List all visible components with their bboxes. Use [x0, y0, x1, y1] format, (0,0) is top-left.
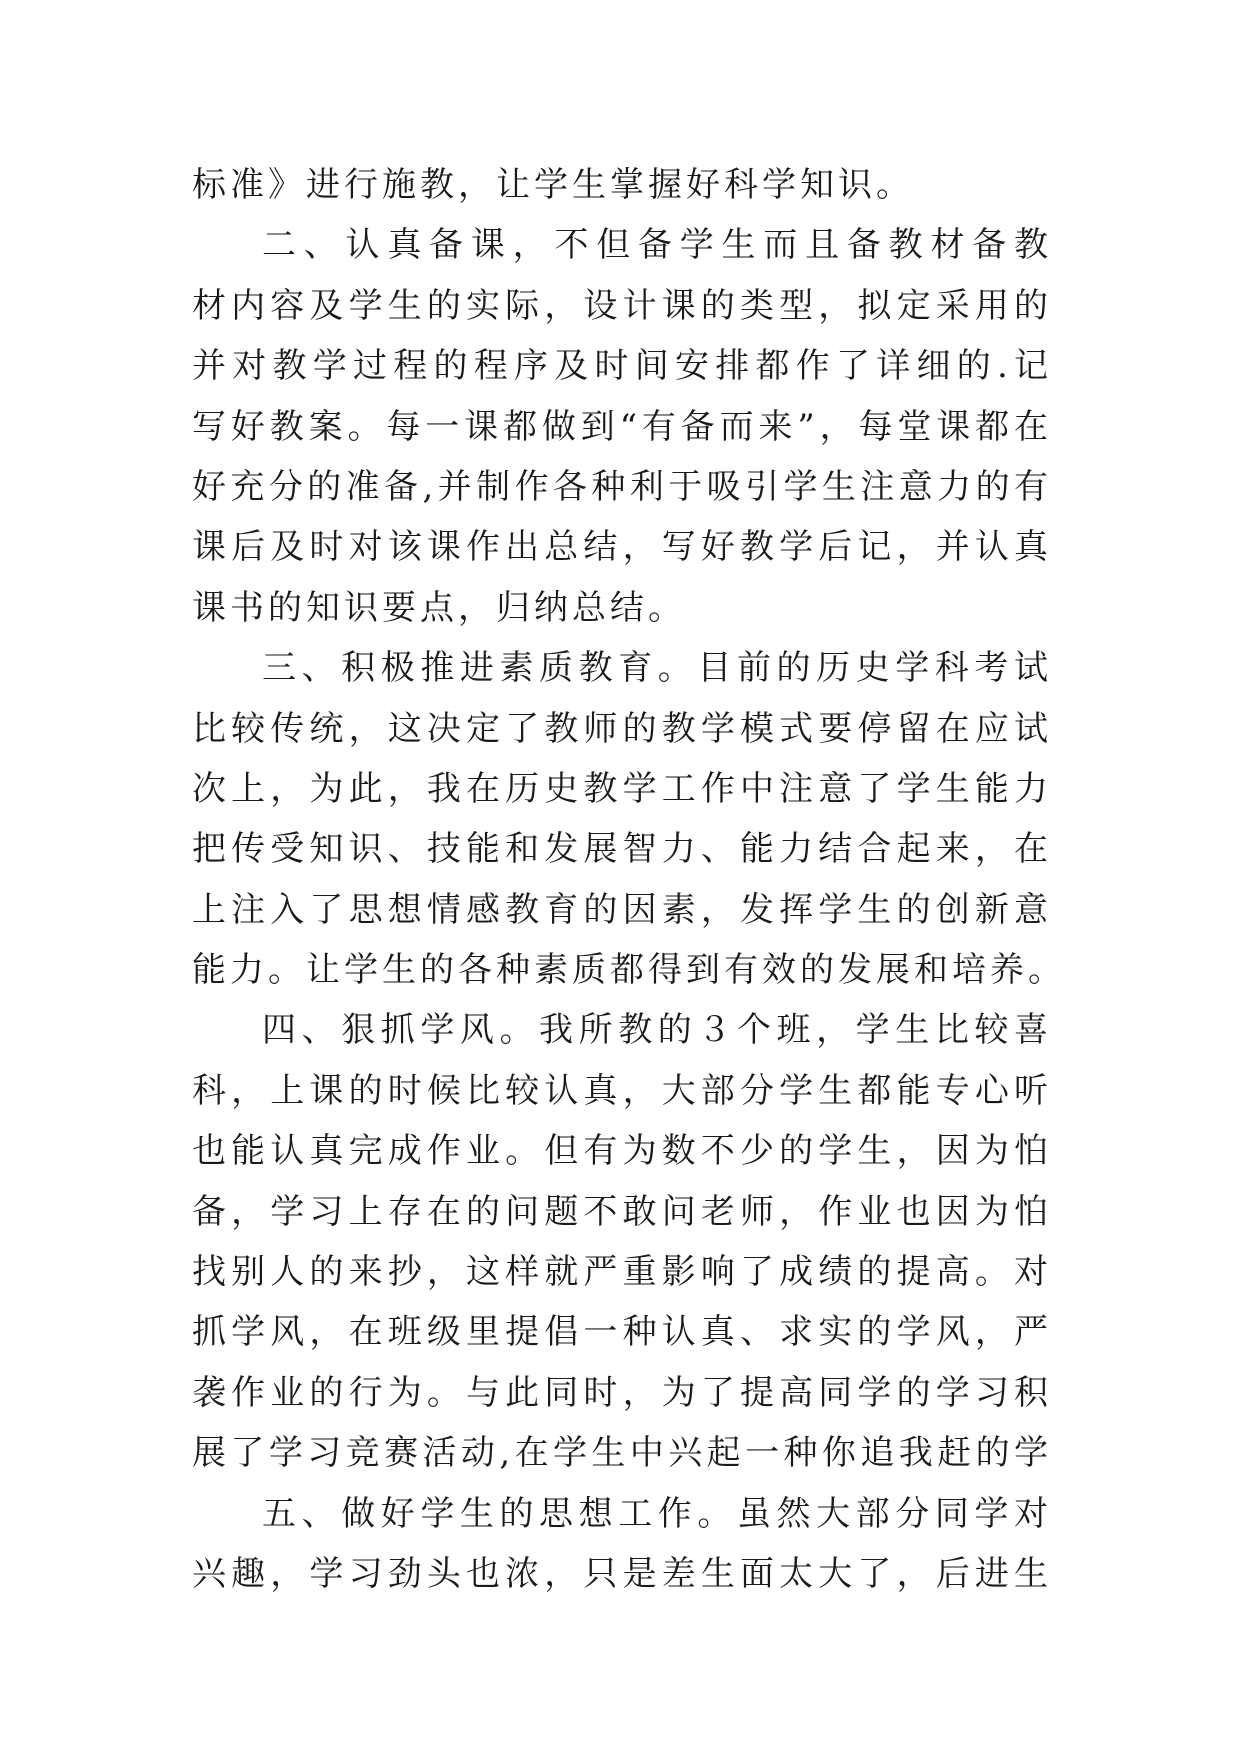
paragraph-4-line-5: 找别人的来抄，这样就严重影响了成绩的提高。对: [192, 1252, 1052, 1293]
paragraph-4-line-7: 袭作业的行为。与此同时，为了提高同学的学习积: [192, 1372, 1052, 1413]
paragraph-4-line-4: 备，学习上存在的问题不敢问老师，作业也因为怕: [192, 1191, 1052, 1232]
paragraph-5-line-2: 兴趣，学习劲头也浓，只是差生面太大了，后进生: [192, 1553, 1052, 1594]
paragraph-3-line-5: 上注入了思想情感教育的因素，发挥学生的创新意: [192, 889, 1052, 930]
body-text: [192, 155, 1066, 1604]
paragraph-4-line-3: 也能认真完成作业。但有为数不少的学生，因为怕: [192, 1131, 1052, 1172]
paragraph-5-line-1: 五、做好学生的思想工作。虽然大部分同学对: [262, 1493, 1052, 1534]
paragraph-4-line-2: 科，上课的时候比较认真，大部分学生都能专心听: [192, 1070, 1052, 1111]
paragraph-4-line-1: 四、狠抓学风。我所教的３个班，学生比较喜: [262, 1010, 1052, 1051]
paragraph-3-line-1: 三、积极推进素质教育。目前的历史学科考试: [262, 648, 1052, 689]
paragraph-3-line-3: 次上，为此，我在历史教学工作中注意了学生能力: [192, 768, 1052, 809]
paragraph-4-line-8: 展了学习竞赛活动,在学生中兴起一种你追我赶的学: [192, 1433, 1052, 1474]
paragraph-2-line-4: 写好教案。每一课都做到“有备而来”，每堂课都在: [192, 406, 1052, 447]
paragraph-2-line-5: 好充分的准备,并制作各种利于吸引学生注意力的有: [192, 466, 1052, 507]
paragraph-4-line-6: 抓学风，在班级里提倡一种认真、求实的学风，严: [192, 1312, 1052, 1353]
paragraph-2-line-2: 材内容及学生的实际，设计课的类型，拟定采用的: [192, 285, 1052, 326]
paragraph-2-line-6: 课后及时对该课作出总结，写好教学后记，并认真: [192, 527, 1052, 568]
paragraph-3-line-2: 比较传统，这决定了教师的教学模式要停留在应试: [192, 708, 1052, 749]
paragraph-3-line-6: 能力。让学生的各种素质都得到有效的发展和培养。: [192, 950, 1066, 991]
paragraph-3-line-4: 把传受知识、技能和发展智力、能力结合起来，在: [192, 829, 1052, 870]
paragraph-2-line-7: 课书的知识要点，归纳总结。: [192, 587, 686, 628]
paragraph-2-line-3: 并对教学过程的程序及时间安排都作了详细的.记: [192, 346, 1052, 387]
paragraph-2-line-1: 二、认真备课，不但备学生而且备教材备教: [262, 225, 1052, 266]
text-line-1: 标准》进行施教，让学生掌握好科学知识。: [192, 165, 914, 205]
